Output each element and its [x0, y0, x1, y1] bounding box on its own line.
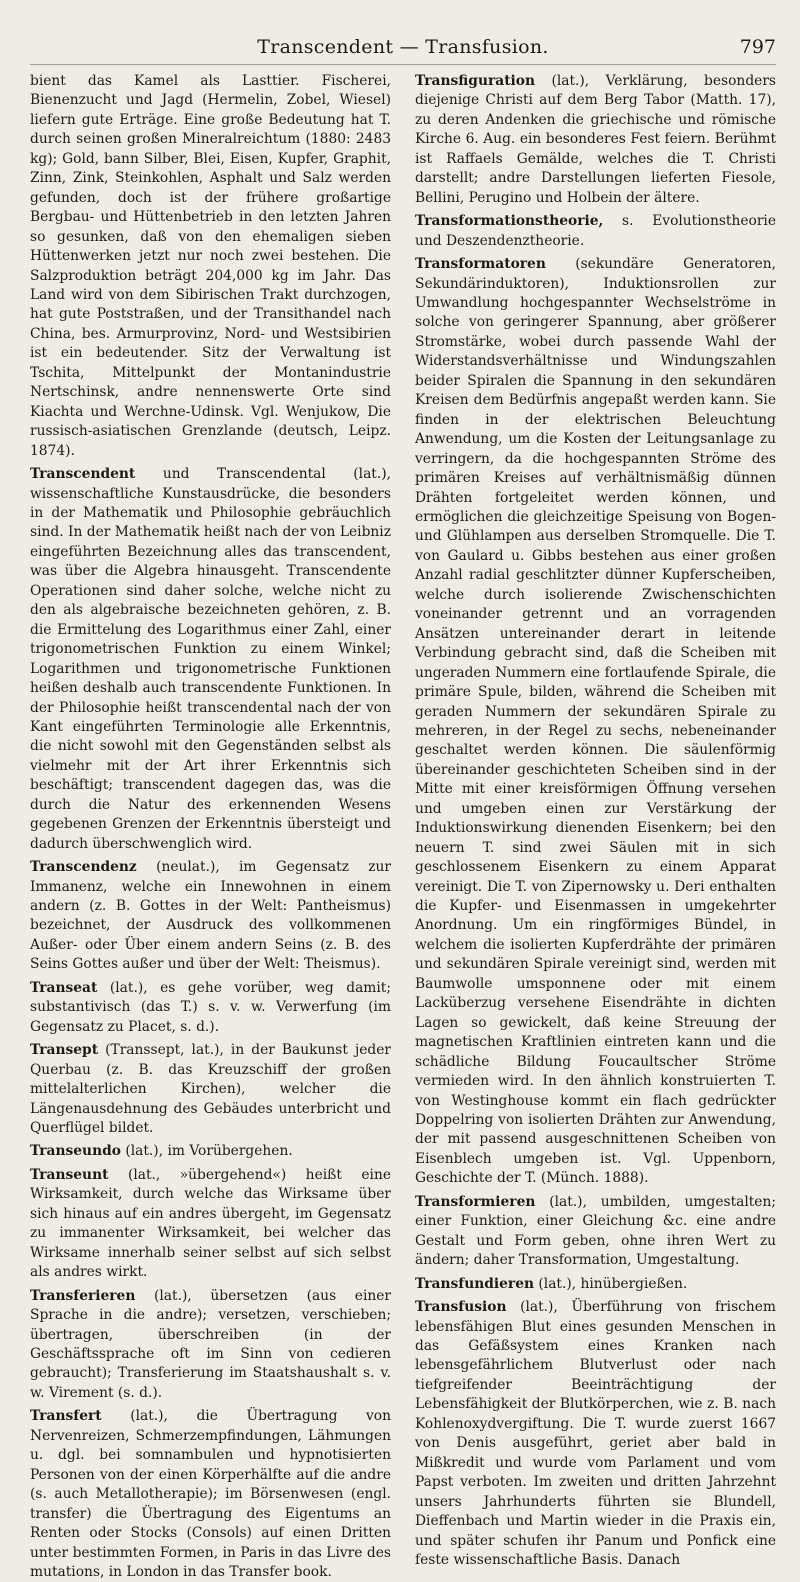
- entry-headword: Transfiguration: [415, 73, 536, 89]
- dictionary-entry: [415, 1298, 776, 1570]
- entry-text: (lat., »übergehend«) heißt eine Wirksamkeit, durch welche das Wirksame über sich hinaus auf ein andres übergeht, im Gegensatz zu immanenter Wirksamkeit, bei welcher das Wirksame innerhalb seiner selbst auf sich selbst als andres wirkt.: [30, 1166, 391, 1281]
- entry-headword: Transformieren: [415, 1193, 536, 1210]
- entry-text: (neulat.), im Gegensatz zur Immanenz, welche ein Innewohnen in einem andern (z. B. Gottes in der Welt: Pantheismus) bezeichnet, der Ausdruck des vollkommenen Außer- oder Über einem andern Seins (z. B. des Seins Gottes außer und über der Welt: Theismus).: [30, 859, 391, 973]
- dictionary-entry: [30, 1041, 391, 1138]
- entry-text: und Transcendental (lat.), wissenschaftliche Kunstausdrücke, die besonders in der Mathematik und Philosophie gebräuchlich sind. In der Mathematik heißt nach der von Leibniz eingeführten Bezeichnung alles das transcendent, was über die Algebra hinausgeht. Transcendente Operationen sind daher solche, welche nicht zu den als algebraische bezeichneten gehören, z. B. die Ermittelung des Logarithmus einer Zahl, einer trigonometrischen Funktion zu einem Winkel; Logarithmen und trigonometrische Funktionen heißen deshalb auch transcendente Funktionen. In der Philosophie heißt transcendental nach der von Kant eingeführten Terminologie alle Erkenntnis, die nicht sowohl mit den Gegenständen selbst als vielmehr mit der Art ihrer Erkenntnis sich beschäftigt; transcendent dagegen das, was die durch die Natur des erkennenden Wesens gegebenen Grenzen der Erkenntnis übersteigt und dadurch überschwenglich wird.: [30, 466, 391, 852]
- entry-text: (lat.), hinübergießen.: [538, 1275, 688, 1292]
- entry-headword: Transcendenz: [30, 859, 137, 876]
- left-column: [30, 72, 391, 1580]
- entry-headword: Transfusion: [415, 1299, 507, 1316]
- entry-headword: Transferieren: [30, 1287, 136, 1304]
- entry-headword: Transfert: [30, 1408, 102, 1425]
- dictionary-entry: [415, 1275, 776, 1294]
- entry-text: s. Evolutionstheorie und Deszendenztheorie.: [415, 213, 776, 249]
- entry-text: (lat.), übersetzen (aus einer Sprache in die andre); versetzen, verschieben; übertragen, überschreiben (in der Geschäftssprache oft im Sinn von cedieren gebraucht); Transferierung im Staatshaushalt s. v. w. Virement (s. d.).: [30, 1287, 391, 1401]
- dictionary-entry: [30, 1166, 391, 1283]
- entry-headword: Transformatoren: [415, 256, 546, 273]
- dictionary-entry: [415, 72, 776, 208]
- text-columns: [30, 72, 777, 1580]
- entry-text: (lat.), im Vorübergehen.: [125, 1143, 293, 1160]
- entry-text: (lat.), Verklärung, besonders diejenige Christi auf dem Berg Tabor (Matth. 17), zu deren Andenken die griechische und römische Kirche 6. Aug. ein besonderes Fest feiern. Berühmt ist Raffaels Gemälde, welches die T. Christi darstellt; andre Darstellungen lieferten Fiesole, Bellini, Perugino und Holbein der ältere.: [415, 73, 776, 206]
- entry-text: (lat.), umbilden, umgestalten; einer Funktion, einer Gleichung &c. eine andre Gestalt und Form geben, ohne ihren Wert zu ändern; daher Transformation, Umgestaltung.: [415, 1193, 777, 1269]
- entry-text: (Transsept, lat.), in der Baukunst jeder Querbau (z. B. das Kreuzschiff der großen mittelalterlichen Kirchen), welcher die Längenausdehnung des Gebäudes unterbricht und Querflügel bildet.: [30, 1042, 391, 1137]
- dictionary-entry: [415, 212, 776, 251]
- dictionary-entry: [30, 1407, 391, 1582]
- entry-headword: Transept: [30, 1042, 99, 1059]
- right-column: [415, 72, 777, 1568]
- dictionary-entry: [30, 979, 391, 1037]
- dictionary-entry: [415, 255, 776, 1189]
- entry-headword: Transeunt: [30, 1166, 109, 1183]
- entry-text: (lat.), Überführung von frischem lebensfähigen Blut eines gesunden Menschen in das Gefäßsystem eines Kranken nach lebensgefährlichem Blutverlust oder nach tiefgreifender Beeinträchtigung der Lebensfähigkeit der Blutkörperchen, wie z. B. nach Kohlenoxydvergiftung. Die T. wurde zuerst 1667 von Denis ausgeführt, geriet aber bald in Mißkredit und wurde vom Parlament und vom Papst verboten. Im zweiten und dritten Jahrzehnt unsers Jahrhunderts führten sie Blundell, Dieffenbach und Martin wieder in die Praxis ein, und später schufen ihr Panum und Ponfick eine feste wissenschaftliche Basis. Danach: [415, 1299, 777, 1568]
- entry-text: bient das Kamel als Lasttier. Fischerei, Bienenzucht und Jagd (Hermelin, Zobel, Wiesel) liefern gute Erträge. Eine große Bedeutung hat T. durch seinen großen Mineralreichtum (1880: 2483 kg); Gold, bann Silber, Blei, Eisen, Kupfer, Graphit, Zinn, Zink, Steinkohlen, Asphalt und Salz werden gefunden, doch ist der frühere großartige Bergbau- und Hüttenbetrieb in den letzten Jahren so gesunken, daß von den ehemaligen sieben Hüttenwerken jetzt nur noch zwei bestehen. Die Salzproduktion beträgt 204,000 kg im Jahr. Das Land wird von dem Sibirischen Trakt durchzogen, hat gute Poststraßen, und der Transithandel nach China, bes. Armurprovinz, Nord- und Westsibirien ist ein bedeutender. Sitz der Verwaltung ist Tschita, Mittelpunkt der Montanindustrie Nertschinsk, andre nennenswerte Orte sind Kiachta und Werchne-Udinsk. Vgl. Wenjukow, Die russisch-asiatischen Grenzlande (deutsch, Leipz. 1874).: [30, 73, 391, 459]
- running-title: Transcendent — Transfusion.: [257, 36, 549, 58]
- dictionary-entry: [415, 1193, 776, 1271]
- dictionary-entry: [30, 858, 391, 975]
- entry-headword: Transeundo: [30, 1143, 121, 1160]
- page-number: 797: [739, 36, 776, 58]
- dictionary-entry: [30, 1287, 391, 1404]
- dictionary-entry: [30, 1142, 391, 1161]
- dictionary-entry: [30, 72, 391, 461]
- running-header: [30, 30, 776, 65]
- entry-text: (lat.), die Übertragung von Nervenreizen, Schmerzempfindungen, Lähmungen u. dgl. bei somnambulen und hypnotisierten Personen von der einen Körperhälfte auf die andre (s. auch Metallotherapie); im Börsenwesen (engl. transfer) die Übertragung des Eigentums an Renten oder Stocks (Consols) auf einen Dritten unter bestimmten Formen, in Paris in das Livre des mutations, in London in das Transfer book.: [30, 1408, 391, 1580]
- dictionary-entry: [30, 465, 391, 854]
- entry-headword: Transeat: [30, 979, 98, 996]
- entry-headword: Transformationstheorie,: [415, 213, 604, 230]
- entry-text: (sekundäre Generatoren, Sekundärinduktoren), Induktionsrollen zur Umwandlung hochgespannter Wechselströme in solche von geringerer Spannung, aber größerer Stromstärke, wobei durch passende Wahl der Widerstandsverhältnisse und Windungszahlen beider Spiralen die Spannung in den sekundären Kreisen dem Bedürfnis angepaßt werden kann. Sie finden in der elektrischen Beleuchtung Anwendung, um die Kosten der Leitungsanlage zu verringern, da die hochgespannten Ströme des primären Kreises auf verhältnismäßig dünnen Drähten fortgeleitet werden können, und ermöglichen die gleichzeitige Speisung von Bogen- und Glühlampen aus derselben Stromquelle. Die T. von Gaulard u. Gibbs bestehen aus einer großen Anzahl radial geschlitzter dünner Kupferscheiben, welche durch isolierende Zwischenschichten voneinander getrennt und an vorragenden Ansätzen untereinander derart in leitende Verbindung gebracht sind, daß die Scheiben mit ungeraden Nummern eine fortlaufende Spirale, die primäre Spule, bilden, während die Scheiben mit geraden Nummern der sekundären Spirale zu mehreren, in der Regel zu sechs, nebeneinander geschaltet werden können. Die säulenförmig übereinander geschichteten Scheiben sind in der Mitte mit einer kreisförmigen Öffnung versehen und umgeben einen zur Verstärkung der Induktionswirkung dienenden Eisenkern; bei den neuern T. sind zwei Säulen mit in sich geschlossenem Eisenkern zu einem Apparat vereinigt. Die T. von Zipernowsky u. Deri enthalten die Kupfer- und Eisenmassen in umgekehrter Anordnung. Um ein ringförmiges Bündel, in welchem die isolierten Kupferdrähte der primären und sekundären Spirale vereinigt sind, werden mit Baumwolle umsponnene oder mit einem Lacküberzug versehene Eisendrähte in dichten Lagen so gewickelt, daß keine Streuung der magnetischen Kraftlinien eintreten kann und die schädliche Bildung Foucaultscher Ströme vermieden wird. In den ähnlich konstruierten T. von Westinghouse kommt ein flach gedrückter Doppelring von isolierten Drähten zur Anwendung, der mit passend ausgeschnittenen Scheiben von Eisenblech umgeben ist. Vgl. Uppenborn, Geschichte der T. (Münch. 1888).: [415, 256, 777, 1187]
- entry-headword: Transcendent: [30, 466, 136, 483]
- entry-headword: Transfundieren: [415, 1275, 535, 1292]
- entry-text: (lat.), es gehe vorüber, weg damit; substantivisch (das T.) s. v. w. Verwerfung (im Gegensatz zu Placet, s. d.).: [30, 979, 391, 1035]
